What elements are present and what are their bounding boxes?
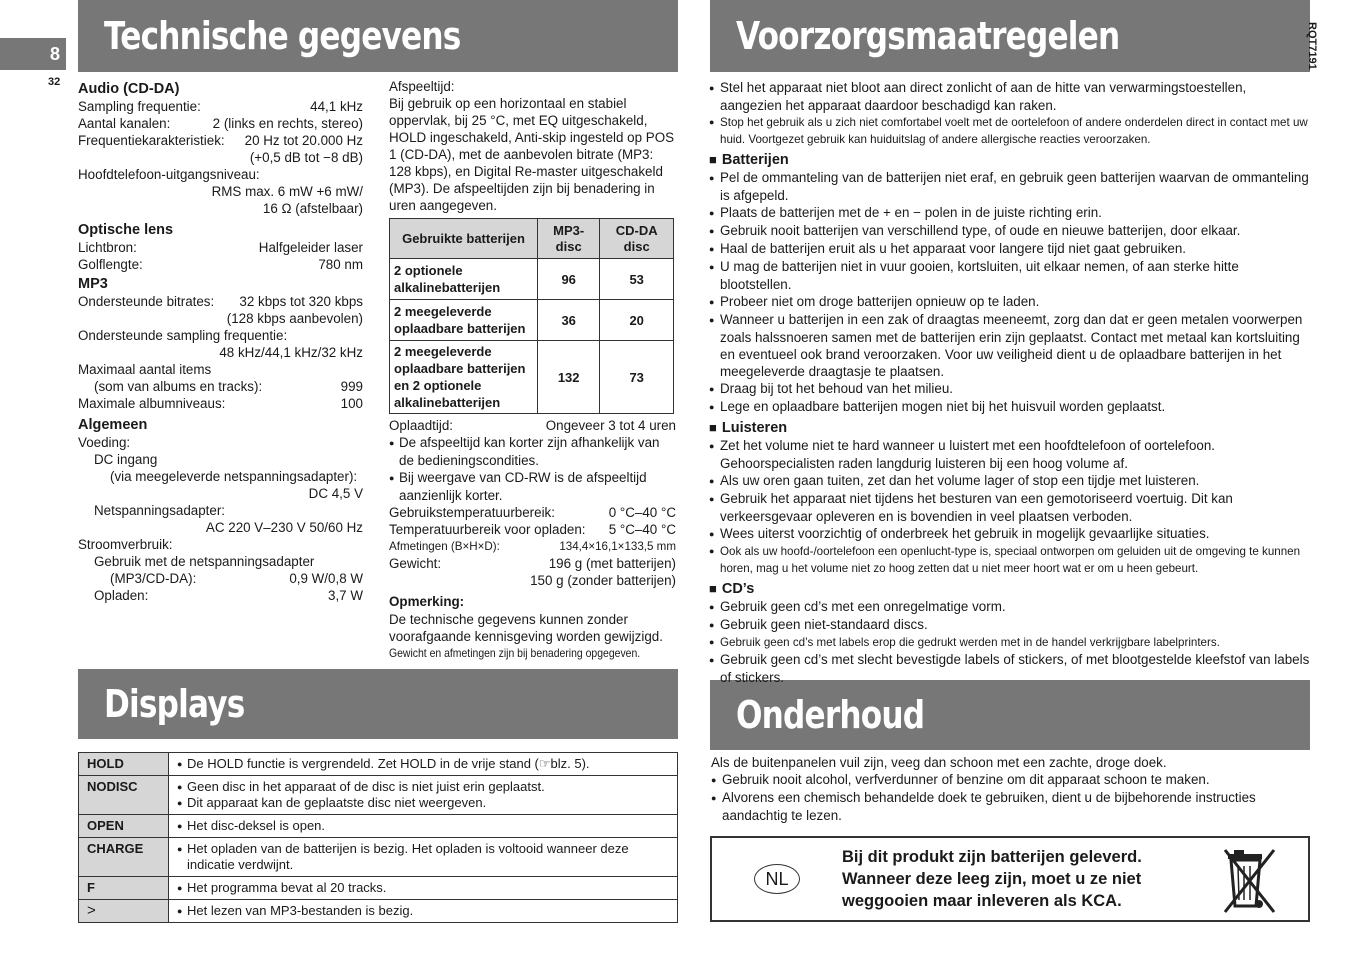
notice-text: [842, 846, 1142, 912]
spec-row: [78, 239, 363, 256]
spec-row: [389, 417, 676, 434]
battery-table: [389, 218, 674, 414]
display-desc: [169, 776, 678, 815]
list-item: ● Wanneer u batterijen in een zak of draagtas meeneemt, zorg dan dat er geen metalen voorwerpen zoals halssnoeren samen met de batterijen erin zijn geplaatst. Contact met metaal kan kortsluiting en eventueel ook brand veroorzaken. Voor uw veiligheid dient u de oplaadbare batterijen in het meegeleverde draagtasje te plaatsen.: [709, 311, 1311, 380]
battery-disposal-notice: [710, 836, 1310, 922]
table-row: [79, 815, 678, 838]
adapter-value: AC 220 V–230 V 50/60 Hz: [205, 520, 363, 535]
spec-row: [78, 132, 363, 149]
spec-value: Ongeveer 3 tot 4 uren: [545, 418, 676, 433]
spec-value: 0,9 W/0,8 W: [289, 571, 363, 586]
spec-key: Sampling frequentie:: [78, 99, 201, 114]
spec-key: Gebruikstemperatuurbereik:: [389, 505, 555, 520]
spec-row: [78, 395, 363, 412]
spec-row: [78, 98, 363, 115]
spec-row: [389, 538, 676, 555]
cd-hours: 20: [600, 300, 674, 341]
precautions-banner: [710, 0, 1310, 72]
table-row: [79, 753, 678, 776]
displays-banner: [78, 669, 678, 739]
weight-without: 150 g (zonder batterijen): [530, 573, 676, 588]
spec-key: Afmetingen (B×H×D):: [389, 540, 500, 553]
table-header: MP3-disc: [538, 219, 600, 259]
audio-heading: Audio (CD-DA): [78, 81, 180, 97]
spec-value: 2 (links en rechts, stereo): [212, 116, 363, 131]
table-header: CD-DA disc: [600, 219, 674, 259]
spec-value: 5 °C–40 °C: [608, 522, 676, 537]
headphone-impedance: 16 Ω (afstelbaar): [262, 201, 363, 216]
list-item: ● Draag bij tot het behoud van het milieu.: [709, 380, 1311, 398]
spec-key: (MP3/CD-DA):: [110, 571, 197, 586]
adapter-label: Netspanningsadapter:: [94, 503, 226, 518]
list-item: ● Alvorens een chemisch behandelde doek te gebruiken, dient u de bijbehorende instructies aandachtig te lezen.: [711, 789, 1309, 824]
battery-type: 2 meegeleverde oplaadbare batterijen: [390, 300, 538, 341]
list-item: ● Het programma bevat al 20 tracks.: [177, 880, 669, 896]
display-key: OPEN: [79, 815, 169, 838]
note-small: [389, 645, 676, 662]
specs-column: [78, 78, 363, 604]
spec-value: Halfgeleider laser: [258, 240, 363, 255]
list-item: ● Gebruik geen cd’s met labels erop die gedrukt werden met in de handel verkrijgbare labelprinters.: [709, 634, 1311, 651]
spec-key: Aantal kanalen:: [78, 116, 171, 131]
spec-key: Opladen:: [94, 588, 149, 603]
consumption-label: Stroomverbruik:: [78, 537, 173, 552]
spec-key: Temperatuurbereik voor opladen:: [389, 522, 586, 537]
list-item: ● Gebruik geen niet-standaard discs.: [709, 616, 1311, 634]
display-key: F: [79, 877, 169, 900]
spec-row: [78, 115, 363, 132]
note-heading: Opmerking:: [389, 594, 465, 609]
headphone-value: RMS max. 6 mW +6 mW/: [211, 184, 363, 199]
spec-row: [78, 587, 363, 604]
precautions-column: [709, 79, 1311, 686]
precautions-title: Voorzorgsmaatregelen: [736, 14, 1120, 58]
spec-value: 780 nm: [318, 257, 363, 272]
list-item: ● Het lezen van MP3-bestanden is bezig.: [177, 903, 669, 919]
dc-label: DC ingang: [94, 452, 158, 467]
cd-hours: 53: [600, 259, 674, 300]
maintenance-intro: Als de buitenpanelen vuil zijn, veeg dan schoon met een zachte, droge doek.: [711, 755, 1167, 770]
spec-row: [78, 378, 363, 395]
table-row: [79, 877, 678, 900]
spec-row: [78, 293, 363, 310]
list-item: ● Wees uiterst voorzichtig of onderbreek het gebruik in mogelijk gevaarlijke situaties.: [709, 525, 1311, 543]
power-label: Voeding:: [78, 435, 131, 450]
playtime-column: [389, 78, 676, 662]
spec-key: Golflengte:: [78, 257, 143, 272]
list-item: ● De HOLD functie is vergrendeld. Zet HOLD in de vrije stand (☞blz. 5).: [177, 756, 669, 772]
list-item: ● Gebruik geen cd’s met slecht bevestigde labels of stickers, of met blootgestelde kleefstof van labels of stickers.: [709, 651, 1311, 686]
technical-data-title: Technische gegevens: [104, 14, 461, 58]
dc-value: DC 4,5 V: [308, 486, 363, 501]
list-item: ● Als uw oren gaan tuiten, zet dan het volume lager of stop een tijdje met luisteren.: [709, 472, 1311, 490]
batteries-heading: ■ Batterijen: [709, 151, 1311, 169]
spec-key: Lichtbron:: [78, 240, 137, 255]
list-item: ● U mag de batterijen niet in vuur gooien, kortsluiten, uit elkaar nemen, of aan sterke hitte blootstellen.: [709, 258, 1311, 293]
display-desc: [169, 900, 678, 923]
spec-value: 999: [340, 379, 363, 394]
list-item: ● Stel het apparaat niet bloot aan direct zonlicht of aan de hitte van verwarmingstoestellen, aangezien het apparaat daardoor beschadigd kan raken.: [709, 79, 1311, 114]
display-desc: [169, 838, 678, 877]
spec-row: [389, 521, 676, 538]
list-item: ● De afspeeltijd kan korter zijn afhankelijk van de bedieningscondities.: [389, 434, 676, 469]
list-item: ● Gebruik geen cd’s met een onregelmatige vorm.: [709, 598, 1311, 616]
mp3-hours: 96: [538, 259, 600, 300]
displays-table: [78, 752, 678, 923]
playtime-label: Afspeeltijd:: [389, 79, 455, 94]
playtime-text: Bij gebruik op een horizontaal en stabiel oppervlak, bij 25 °C, met EQ uitgeschakeld, HOLD ingeschakeld, Anti-skip ingesteld op POS 1 (CD-DA), met de aanbevolen bitrate (MP3: 128 kbps), en Digital Re-master uitgeschakeld (MP3). De afspeeltijden zijn bij benadering in uren aangegeven.: [389, 96, 675, 213]
model-code: RQT7191: [1306, 22, 1318, 70]
battery-type: 2 optionele alkalinebatterijen: [390, 259, 538, 300]
freq-tolerance: (+0,5 dB tot −8 dB): [249, 150, 363, 165]
list-item: ● Het opladen van de batterijen is bezig. Het opladen is voltooid wanneer deze indicatie verdwijnt.: [177, 841, 669, 873]
headphone-label: Hoofdtelefoon-uitgangsniveau:: [78, 167, 260, 182]
optics-heading: Optische lens: [78, 222, 174, 238]
table-row: [79, 838, 678, 877]
list-item: ● Zet het volume niet te hard wanneer u luistert met een hoofdtelefoon of oortelefoon. Gehoorspecialisten raden langdurig luisteren bij een hoog volume af.: [709, 437, 1311, 472]
spec-value: 134,4×16,1×133,5 mm: [559, 540, 676, 553]
spec-row: [389, 555, 676, 572]
sampling-value: 48 kHz/44,1 kHz/32 kHz: [219, 345, 363, 360]
crossed-out-bin-icon: [1222, 846, 1280, 914]
list-item: ● Dit apparaat kan de geplaatste disc niet weergeven.: [177, 795, 669, 811]
spec-value: 196 g (met batterijen): [548, 556, 676, 571]
list-item: ● Bij weergave van CD-RW is de afspeeltijd aanzienlijk korter.: [389, 469, 676, 504]
table-row: [79, 776, 678, 815]
list-item: ● Lege en oplaadbare batterijen mogen niet bij het huisvuil worden geplaatst.: [709, 398, 1311, 416]
spec-key: (som van albums en tracks):: [94, 379, 263, 394]
spec-value: 0 °C–40 °C: [608, 505, 676, 520]
table-row: [390, 259, 674, 300]
maintenance-column: [711, 754, 1309, 824]
list-item: ● Haal de batterijen eruit als u het apparaat voor langere tijd niet gaat gebruiken.: [709, 240, 1311, 258]
display-desc: [169, 815, 678, 838]
mp3-heading: MP3: [78, 276, 108, 292]
bitrate-recommended: (128 kbps aanbevolen): [226, 311, 363, 326]
list-item: ● Ook als uw hoofd-/oortelefoon een openlucht-type is, speciaal ontworpen om geluiden uit de omgeving te kunnen horen, mag u het volume niet zo hoog zetten dat u niet meer hoort wat er om u heen gebeurt.: [709, 543, 1311, 577]
technical-data-banner: [78, 0, 678, 72]
spec-value: 20 Hz tot 20.000 Hz: [244, 133, 363, 148]
listening-heading: ■ Luisteren: [709, 419, 1311, 437]
display-key: CHARGE: [79, 838, 169, 877]
displays-title: Displays: [104, 682, 245, 726]
page-number-tab: [0, 38, 66, 70]
list-item: ● Geen disc in het apparaat of de disc is niet juist erin geplaatst.: [177, 779, 669, 795]
list-item: ● Gebruik nooit batterijen van verschillend type, of oude en nieuwe batterijen, door elkaar.: [709, 222, 1311, 240]
list-item: ● Gebruik het apparaat niet tijdens het besturen van een gemotoriseerd voertuig. Dit kan verkeersgevaar opleveren en is bovendien in veel plaatsen verboden.: [709, 490, 1311, 525]
display-key: NODISC: [79, 776, 169, 815]
display-key: >: [79, 900, 169, 923]
note-text: De technische gegevens kunnen zonder voorafgaande kennisgeving worden gewijzigd.: [389, 612, 663, 644]
spec-value: 32 kbps tot 320 kbps: [239, 294, 363, 309]
mp3-hours: 36: [538, 300, 600, 341]
spec-key: Maximale albumniveaus:: [78, 396, 226, 411]
sub-page-number: 32: [48, 76, 61, 88]
list-item: ● Plaats de batterijen met de + en − polen in de juiste richting erin.: [709, 204, 1311, 222]
cds-heading: ■ CD’s: [709, 580, 1311, 598]
battery-type: 2 meegeleverde oplaadbare batterijen en 2 optionele alkalinebatterijen: [390, 341, 538, 414]
table-row: [390, 341, 674, 414]
list-item: ● Pel de ommanteling van de batterijen niet eraf, en gebruik geen batterijen waarvan de ommanteling is afgepeld.: [709, 169, 1311, 204]
table-header-row: [390, 219, 674, 259]
general-heading: Algemeen: [78, 417, 148, 433]
spec-value: 44,1 kHz: [310, 99, 363, 114]
list-item: ● Stop het gebruik als u zich niet comfortabel voelt met de oortelefoon of andere onderdelen direct in contact met uw huid. Voortgezet gebruik kan huiduitslag of andere allergische reacties veroorzaken.: [709, 114, 1311, 148]
spec-row: [78, 570, 363, 587]
spec-key: Gewicht:: [389, 556, 442, 571]
spec-key: Ondersteunde bitrates:: [78, 294, 215, 309]
sampling-label: Ondersteunde sampling frequentie:: [78, 328, 288, 343]
use-adapter-label: Gebruik met de netspanningsadapter: [94, 554, 315, 569]
spec-row: [78, 256, 363, 273]
dc-sub: (via meegeleverde netspanningsadapter):: [110, 469, 358, 484]
table-header: Gebruikte batterijen: [390, 219, 538, 259]
display-desc: [169, 753, 678, 776]
notice-line: Bij dit produkt zijn batterijen geleverd.: [842, 848, 1142, 866]
nl-badge: NL: [754, 864, 800, 894]
display-key: HOLD: [79, 753, 169, 776]
page-number: 8: [49, 43, 60, 64]
spec-key: Oplaadtijd:: [389, 418, 454, 433]
note-small-text: Gewicht en afmetingen zijn bij benadering opgegeven.: [389, 647, 641, 660]
mp3-hours: 132: [538, 341, 600, 414]
table-row: [390, 300, 674, 341]
spec-key: Frequentiekarakteristiek:: [78, 133, 225, 148]
list-item: ● Het disc-deksel is open.: [177, 818, 669, 834]
table-row: [79, 900, 678, 923]
list-item: ● Probeer niet om droge batterijen opnieuw op te laden.: [709, 293, 1311, 311]
notice-line: Wanneer deze leeg zijn, moet u ze niet: [842, 870, 1142, 888]
maintenance-title: Onderhoud: [736, 693, 925, 737]
spec-row: [389, 504, 676, 521]
spec-value: 100: [340, 396, 363, 411]
spec-value: 3,7 W: [328, 588, 363, 603]
maintenance-banner: [710, 680, 1310, 750]
max-items-label: Maximaal aantal items: [78, 362, 212, 377]
display-desc: [169, 877, 678, 900]
list-item: ● Gebruik nooit alcohol, verfverdunner of benzine om dit apparaat schoon te maken.: [711, 771, 1309, 789]
notice-line: weggooien maar inleveren als KCA.: [842, 892, 1122, 910]
cd-hours: 73: [600, 341, 674, 414]
